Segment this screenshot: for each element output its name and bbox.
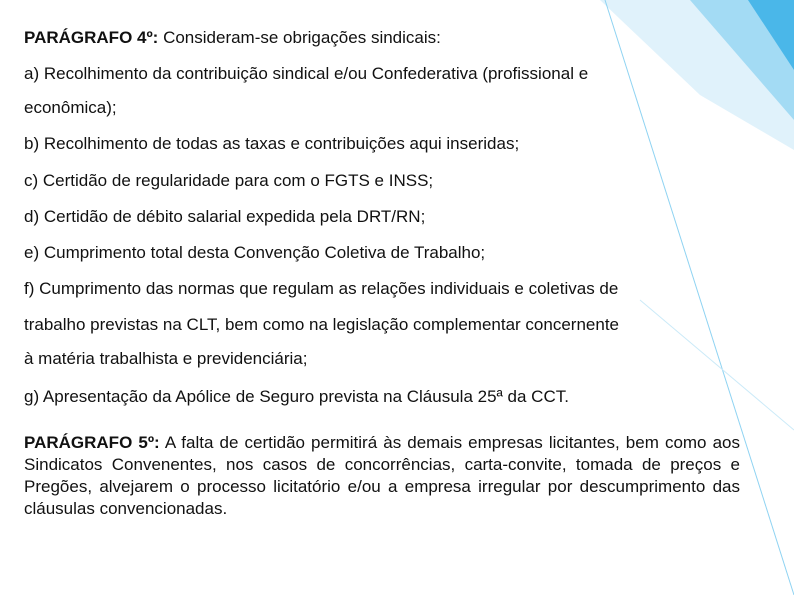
item-a-line2: econômica); — [24, 98, 117, 117]
item-f-line3: à matéria trabalhista e previdenciária; — [24, 349, 308, 368]
item-g: g) Apresentação da Apólice de Seguro prevista na Cláusula 25ª da CCT. — [24, 387, 569, 406]
paragraph-5-text: A falta de certidão permitirá às demais empresas licitantes, bem como aos Sindicatos Convenentes, nos casos de concorrências, carta-convite, tomada de preços e Pregões, alvejarem o processo licitatório e/ou a empresa irregular por descumprimento das cláusulas convencionadas. — [24, 433, 740, 518]
item-b: b) Recolhimento de todas as taxas e contribuições aqui inseridas; — [24, 134, 520, 153]
item-c: c) Certidão de regularidade para com o FGTS e INSS; — [24, 171, 434, 190]
paragraph-4-text: Consideram-se obrigações sindicais: — [158, 28, 441, 47]
paragraph-4-heading — [24, 27, 441, 49]
item-f-line2: trabalho previstas na CLT, bem como na legislação complementar concernente — [24, 315, 619, 334]
item-a-line1: a) Recolhimento da contribuição sindical e/ou Confederativa (profissional e — [24, 64, 589, 83]
paragraph-4-label: PARÁGRAFO 4º: — [24, 28, 159, 47]
paragraph-5-label: PARÁGRAFO 5º: — [24, 433, 160, 452]
item-f-line1: f) Cumprimento das normas que regulam as relações individuais e coletivas de — [24, 279, 619, 298]
item-e: e) Cumprimento total desta Convenção Coletiva de Trabalho; — [24, 243, 486, 262]
item-d: d) Certidão de débito salarial expedida pela DRT/RN; — [24, 207, 426, 226]
paragraph-5 — [24, 432, 740, 520]
